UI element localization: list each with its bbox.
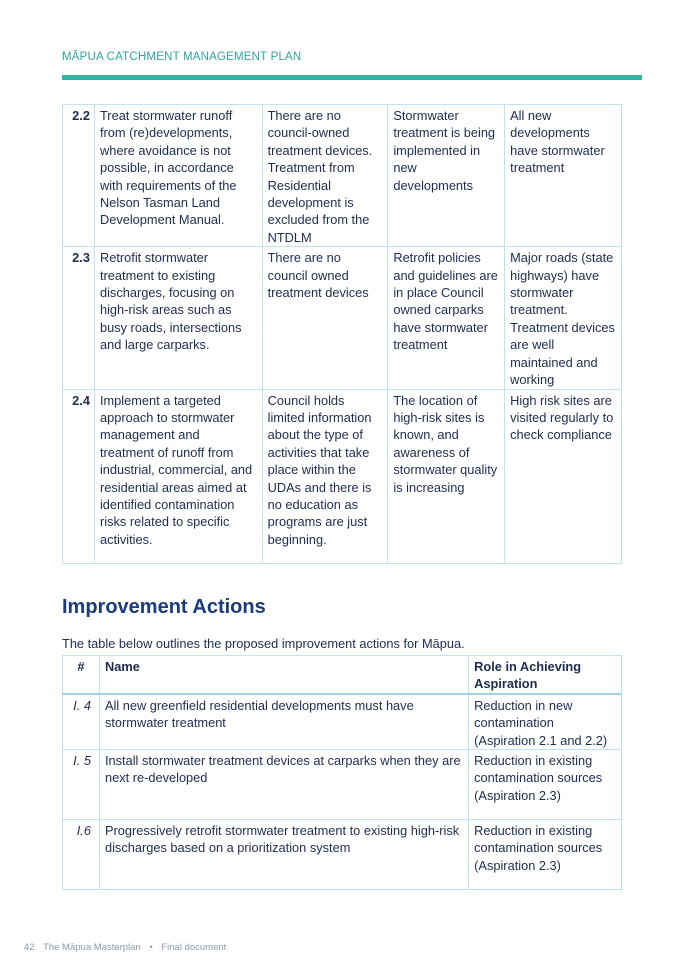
improvement-actions-table — [62, 655, 622, 890]
table-header-row — [63, 656, 622, 694]
aspiration-number: 2.2 — [63, 105, 95, 247]
aspiration-current: Council holds limited information about the type of activities that take place within the UDAs and there is no education as programs are just beginning. — [262, 389, 388, 563]
action-id: I.6 — [63, 820, 100, 890]
action-role: Reduction in new contamination (Aspiration 2.1 and 2.2) — [469, 694, 622, 750]
table-row — [63, 105, 622, 247]
footer-separator: • — [149, 942, 153, 953]
action-role: Reduction in existing contamination sources (Aspiration 2.3) — [469, 750, 622, 820]
aspiration-number: 2.4 — [63, 389, 95, 563]
aspiration-number: 2.3 — [63, 247, 95, 389]
aspiration-current: There are no council-owned treatment devices. Treatment from Residential development is excluded from the NTDLM — [262, 105, 388, 247]
aspiration-action: Retrofit stormwater treatment to existing discharges, focusing on high-risk areas such as busy roads, intersections and large carparks. — [94, 247, 262, 389]
header-rule — [62, 75, 642, 80]
table-row — [63, 389, 622, 563]
column-header-number: # — [63, 656, 100, 694]
section-intro: The table below outlines the proposed improvement actions for Māpua. — [62, 636, 465, 651]
aspiration-progress: The location of high-risk sites is known, and awareness of stormwater quality is increasing — [388, 389, 505, 563]
table-row — [63, 820, 622, 890]
aspiration-action: Treat stormwater runoff from (re)developments, where avoidance is not possible, in accordance with requirements of the Nelson Tasman Land Development Manual. — [94, 105, 262, 247]
aspiration-target: Major roads (state highways) have stormwater treatment. Treatment devices are well maintained and working — [505, 247, 622, 389]
action-name: All new greenfield residential developments must have stormwater treatment — [99, 694, 468, 750]
table-row — [63, 247, 622, 389]
column-header-name: Name — [99, 656, 468, 694]
aspiration-target: All new developments have stormwater treatment — [505, 105, 622, 247]
page-number: 42 — [24, 942, 35, 953]
aspiration-action: Implement a targeted approach to stormwater management and treatment of runoff from industrial, commercial, and residential areas aimed at identified contamination risks related to specific activities. — [94, 389, 262, 563]
aspiration-progress: Retrofit policies and guidelines are in place Council owned carparks have stormwater treatment — [388, 247, 505, 389]
action-name: Install stormwater treatment devices at carparks when they are next re-developed — [99, 750, 468, 820]
action-id: I. 5 — [63, 750, 100, 820]
section-heading: Improvement Actions — [62, 596, 266, 618]
action-id: I. 4 — [63, 694, 100, 750]
table-row — [63, 750, 622, 820]
aspiration-target: High risk sites are visited regularly to check compliance — [505, 389, 622, 563]
aspiration-progress: Stormwater treatment is being implemented in new developments — [388, 105, 505, 247]
aspirations-table — [62, 104, 622, 564]
table-row — [63, 694, 622, 750]
document-status: Final document — [161, 942, 227, 953]
running-header: MĀPUA CATCHMENT MANAGEMENT PLAN — [62, 51, 302, 63]
page-footer — [24, 942, 232, 953]
document-title: The Māpua Masterplan — [43, 942, 141, 953]
action-role: Reduction in existing contamination sources (Aspiration 2.3) — [469, 820, 622, 890]
column-header-role: Role in Achieving Aspiration — [469, 656, 622, 694]
action-name: Progressively retrofit stormwater treatment to existing high-risk discharges based on a prioritization system — [99, 820, 468, 890]
aspiration-current: There are no council owned treatment devices — [262, 247, 388, 389]
